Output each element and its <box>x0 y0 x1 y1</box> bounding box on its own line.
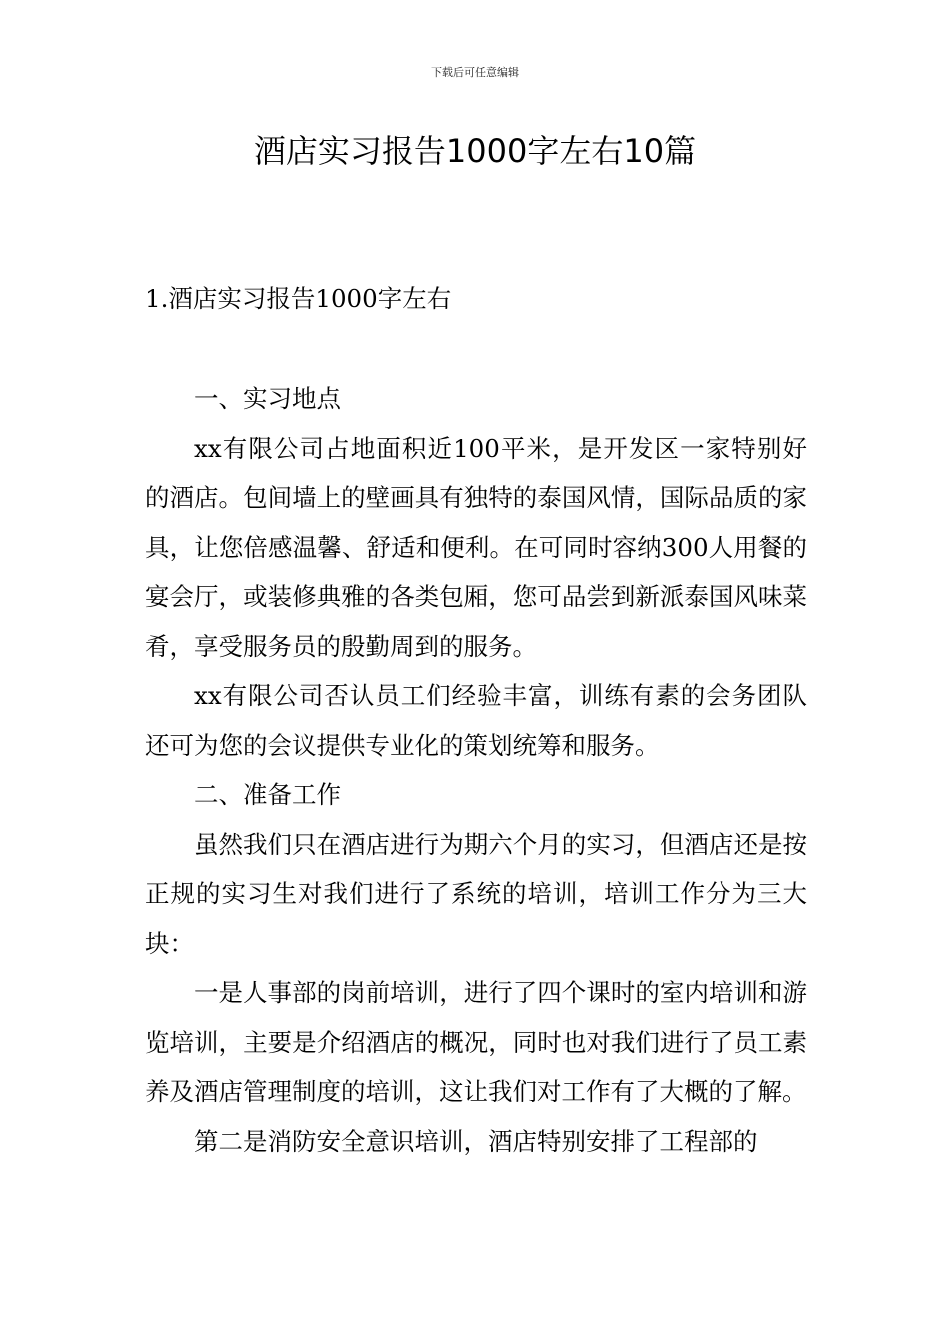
heading-preparation: 二、准备工作 <box>194 780 341 809</box>
heading-internship-location: 一、实习地点 <box>194 384 341 413</box>
document-body <box>145 374 807 1166</box>
section-title: 1.酒店实习报告1000字左右 <box>145 284 452 313</box>
paragraph: xx有限公司否认员工们经验丰富，训练有素的会务团队还可为您的会议提供专业化的策划统筹和服务。 <box>145 681 807 760</box>
paragraph: 一是人事部的岗前培训，进行了四个课时的室内培训和游览培训，主要是介绍酒店的概况，同时也对我们进行了员工素养及酒店管理制度的培训，这让我们对工作有了大概的了解。 <box>145 978 807 1106</box>
document-title: 酒店实习报告1000字左右10篇 <box>253 132 697 170</box>
paragraph: 虽然我们只在酒店进行为期六个月的实习，但酒店还是按正规的实习生对我们进行了系统的培训，培训工作分为三大块： <box>145 829 807 958</box>
header-note: 下载后可任意编辑 <box>431 66 519 79</box>
paragraph: 第二是消防安全意识培训，酒店特别安排了工程部的 <box>194 1126 758 1156</box>
paragraph: xx有限公司占地面积近100平米，是开发区一家特别好的酒店。包间墙上的壁画具有独特的泰国风情，国际品质的家具，让您倍感温馨、舒适和便利。在可同时容纳300人用餐的宴会厅，或装修典雅的各类包厢，您可品尝到新派泰国风味菜肴，享受服务员的殷勤周到的服务。 <box>145 433 807 661</box>
